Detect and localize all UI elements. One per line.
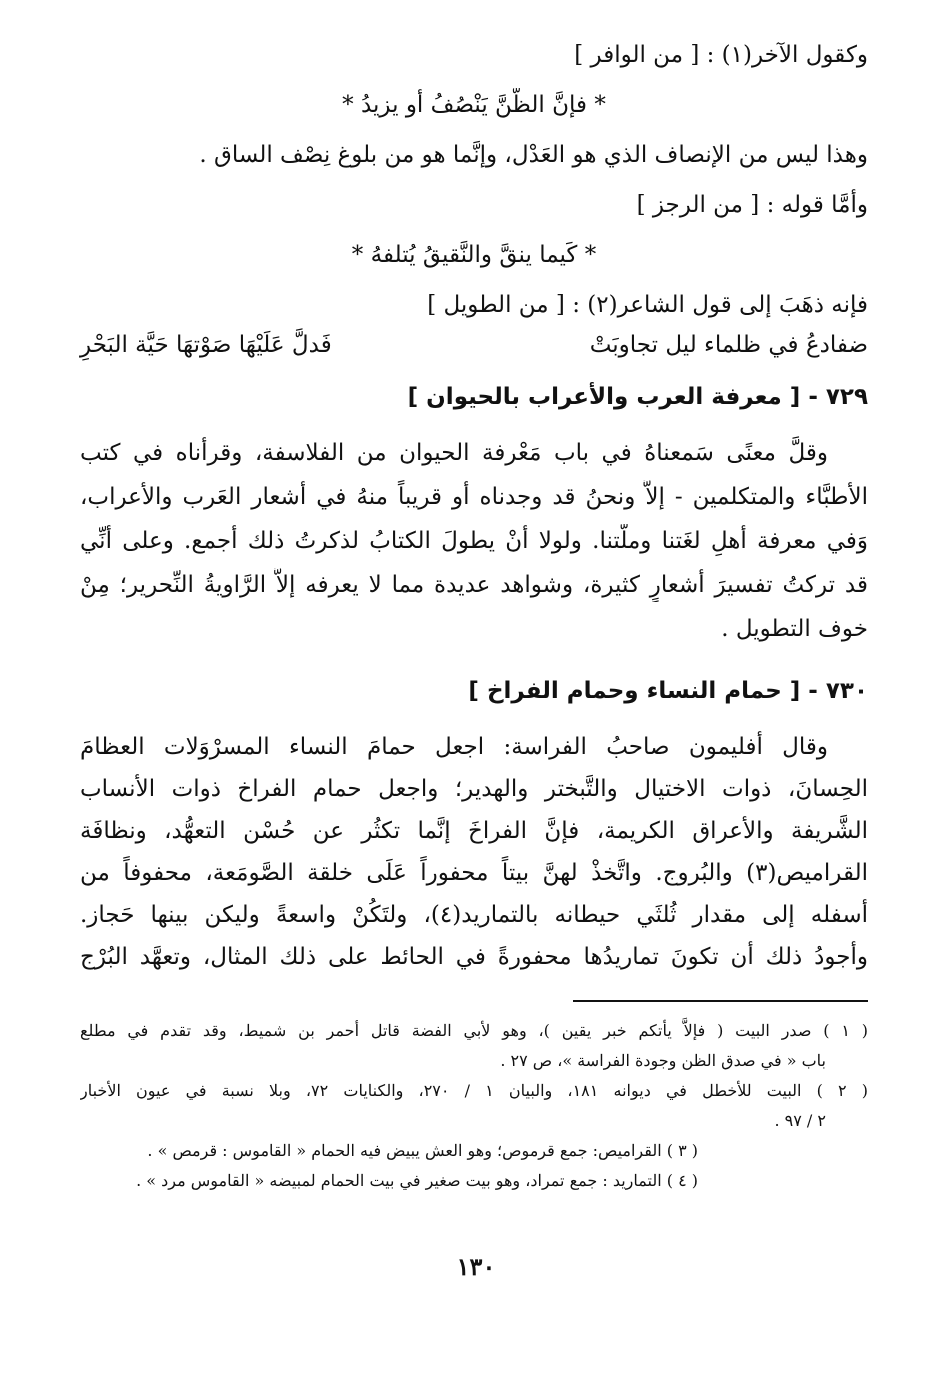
- paragraph-line: الحِسانَ، ذوات الاختيال والتَّبختر والهدير؛ واجعل حمام الفراخ ذوات الأنساب: [80, 776, 868, 802]
- intro-line: وكقول الآخر(١) : [ من الوافر ]: [574, 42, 868, 68]
- footnote-3: ( ٣ ) القراميص: جمع قرموص؛ وهو العش يبيض فيه الحمام « القاموس : قرمص » .: [147, 1141, 698, 1160]
- footnote-4: ( ٤ ) التماريد : جمع تمراد، وهو بيت صغير في بيت الحمام لمبيضه « القاموس مرد » .: [136, 1171, 698, 1190]
- footnote-separator: [573, 1000, 868, 1002]
- verse-hemistich: * فإنَّ الظَّنَّ يَنْصُفُ أو يزيدُ *: [342, 92, 606, 118]
- paragraph-line: وقال أفليمون صاحبُ الفراسة: اجعل حمامَ النساء المسرْوَلات العظامَ: [80, 734, 828, 760]
- footnotes: [80, 1016, 868, 1196]
- intro-block: [80, 38, 868, 362]
- footnote-1: ( ١ ) صدر البيت ( فإلاَّ يأتكم خبر يقين )، وهو لأبي الفضة قاتل أحمر بن شميط، وقد تقدم في مطلع: [80, 1021, 868, 1040]
- footnote-2-continued: ٢ / ٩٧ .: [774, 1111, 826, 1130]
- section-heading: ٧٣٠ - [ حمام النساء وحمام الفراخ ]: [468, 678, 868, 704]
- paragraph-line: قد تركتُ تفسيرَ أشعارٍ كثيرة، وشواهد عديدة مما لا يعرفه إلاَّ الرَّاويةُ النِّحرير؛ مِنْ: [80, 572, 868, 598]
- footnote-1-continued: باب « في صدق الظن وجودة الفراسة »، ص ٢٧ .: [500, 1051, 826, 1070]
- paragraph-line: القراميص(٣) والبُروج. واتَّخذْ لهنَّ بيتاً محفوراً عَلَى خلقة الصَّومَعة، محفوفاً من: [80, 860, 868, 886]
- section-heading: ٧٢٩ - [ معرفة العرب والأعراب بالحيوان ]: [407, 384, 868, 410]
- paragraph-line: وَفي معرفة أهلِ لغَتنا وملَّتنا. ولولا أنْ يطولَ الكتابُ لذكرتُ ذلك أجمع. وعلى أنِّي: [80, 528, 868, 554]
- couplet-first-hemistich: ضفادعُ في ظلماء ليل تجاوبَتْ: [589, 332, 868, 358]
- paragraph-line: أسفله إلى مقدار ثُلثَي حيطانه بالتماريد(٤)، ولتَكُنْ واسعةً وليكن بينها حَجاز.: [80, 902, 868, 928]
- paragraph-line: خوف التطويل .: [721, 616, 868, 642]
- verse-couplet: [80, 328, 868, 362]
- couplet-second-hemistich: فَدلَّ عَلَيْهَا صَوْتهَا حَيَّة البَحْرِ: [80, 332, 332, 358]
- paragraph-line: وقلَّ معنًى سَمعناهُ في باب مَعْرفة الحيوان من الفلاسفة، وقرأناه في كتب: [80, 440, 828, 466]
- intro-line: فإنه ذهَبَ إلى قول الشاعر(٢) : [ من الطويل ]: [427, 292, 868, 318]
- section-730: [80, 674, 868, 974]
- paragraph-line: الشَّريفة والأعراق الكريمة، فإنَّ الفراخَ إنَّما تكثُر عن حُسْن التعهُّد، ونظافَة: [80, 818, 868, 844]
- page-number: ١٣٠: [456, 1252, 496, 1281]
- section-729: [80, 380, 868, 646]
- footnote-2: ( ٢ ) البيت للأخطل في ديوانه ١٨١، والبيان ١ / ٢٧٠، والكنايات ٧٢، وبلا نسبة في عيون الأخبار: [80, 1081, 868, 1100]
- intro-line: وأمَّا قوله : [ من الرجز ]: [636, 192, 868, 218]
- paragraph-line: الأطبَّاء والمتكلمين - إلاَّ ونحنُ قد وجدناه أو قريباً منهُ في أشعار العَرب والأعراب،: [80, 484, 868, 510]
- paragraph-line: وأجودُ ذلك أن تكونَ تماريدُها محفورةً في الحائط على ذلك المثال، وتعهَّد البُرْج: [80, 944, 868, 970]
- verse-hemistich: * كَيما ينقَّ والنَّقيقُ يُتلفهُ *: [351, 242, 597, 268]
- intro-line: وهذا ليس من الإنصاف الذي هو العَدْل، وإنَّما هو من بلوغ نِصْف الساق .: [199, 142, 868, 168]
- book-page: [80, 38, 868, 1358]
